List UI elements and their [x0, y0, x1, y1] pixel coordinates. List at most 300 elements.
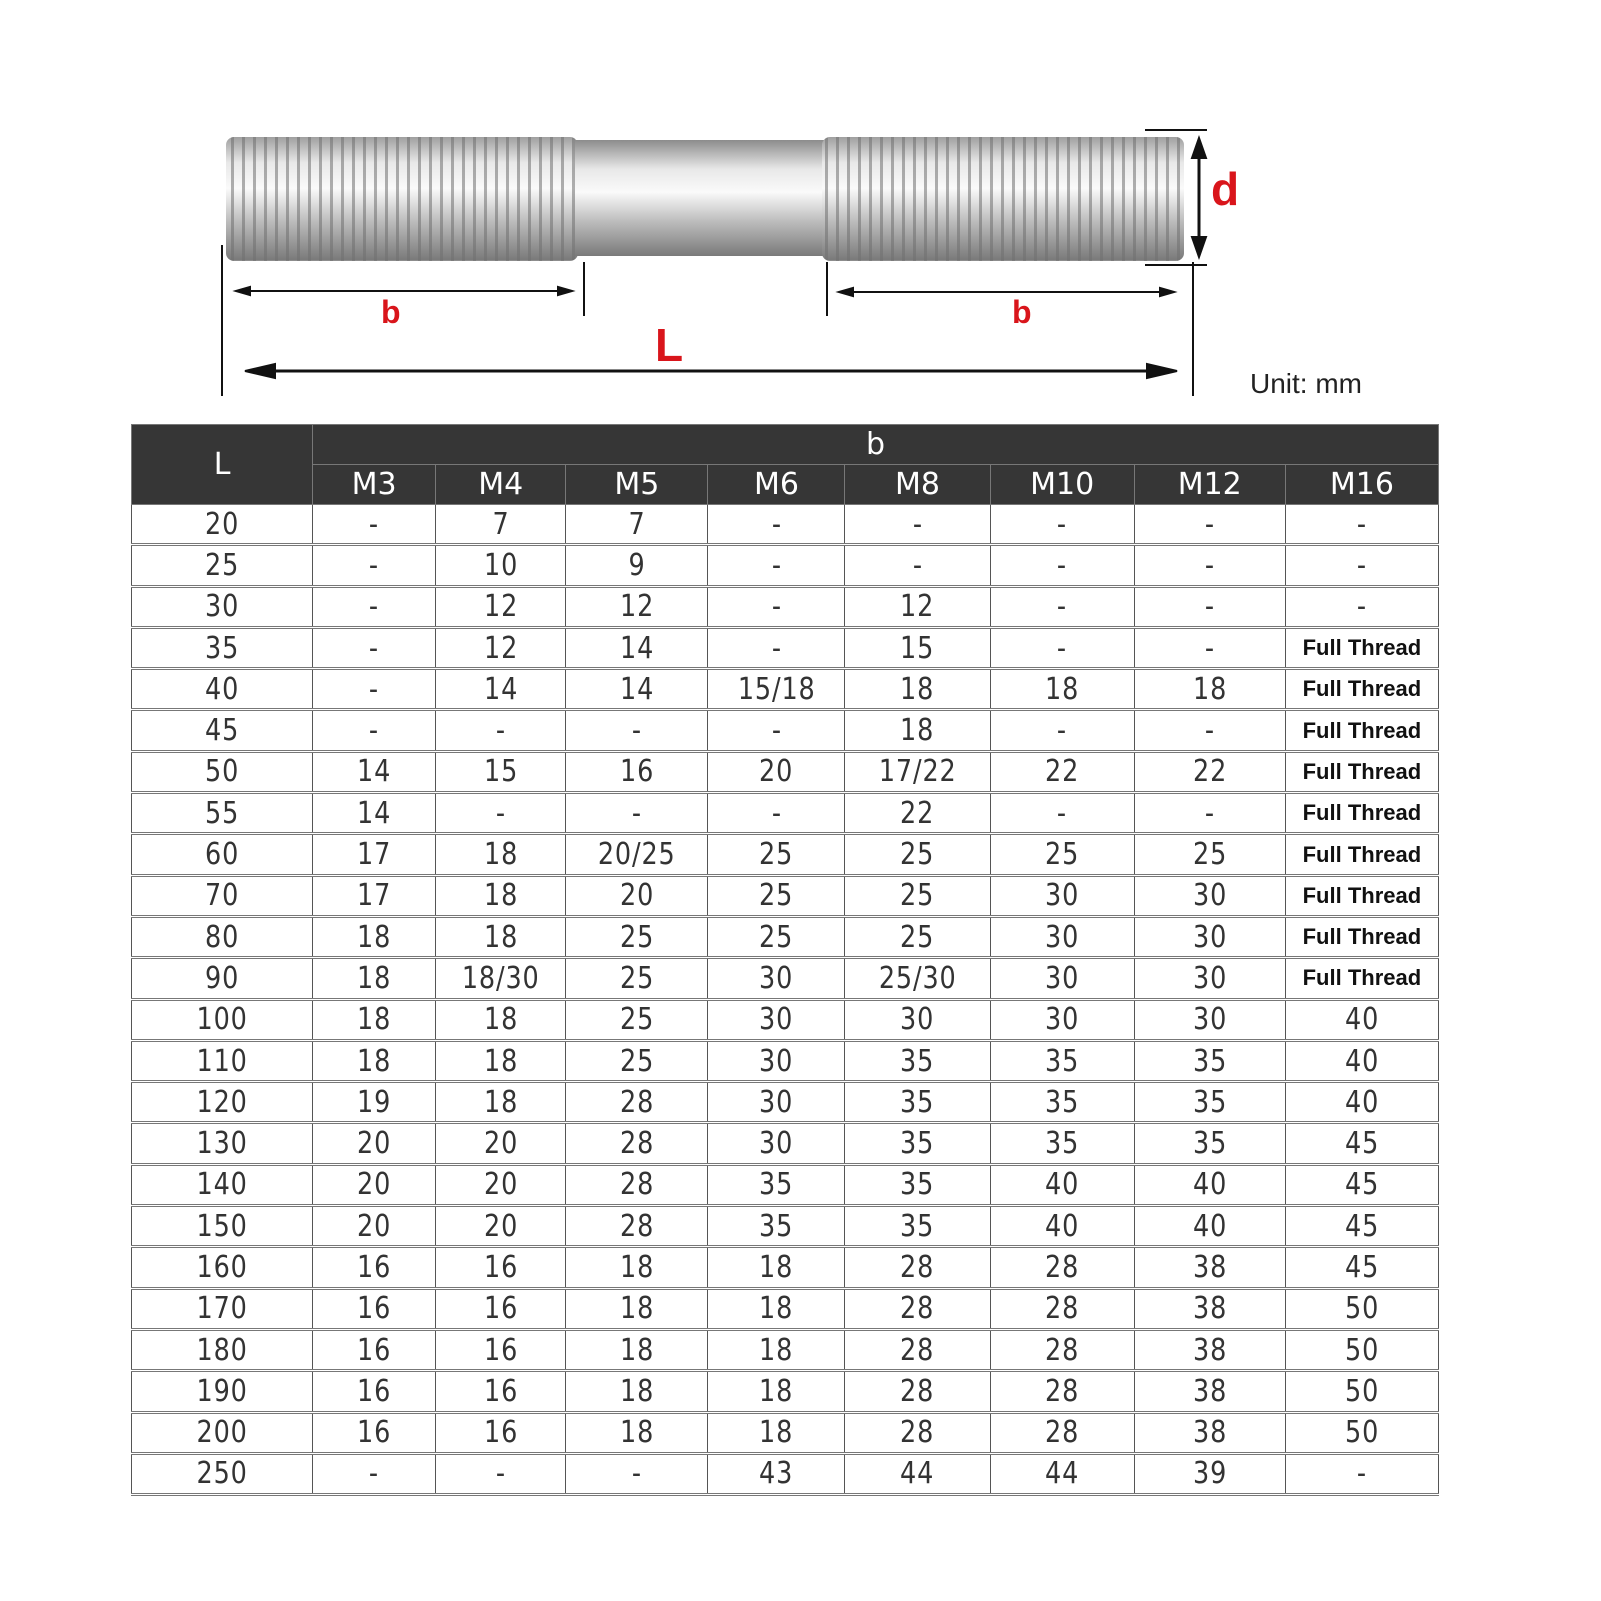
cell-value: 28 — [1045, 1373, 1080, 1409]
cell-value: 18/30 — [461, 960, 540, 996]
thread-length-cell — [566, 1247, 708, 1288]
thread-length-cell — [1285, 1288, 1438, 1329]
thread-length-cell — [990, 1329, 1134, 1370]
d-label: d — [1211, 163, 1240, 215]
cell-value: - — [369, 589, 380, 625]
thread-length-cell — [708, 586, 845, 627]
thread-length-cell: Full Thread — [1285, 669, 1438, 710]
length-cell — [132, 586, 313, 627]
cell-value: 30 — [900, 1002, 935, 1038]
thread-length-cell — [313, 875, 436, 916]
table-row — [132, 1082, 1439, 1123]
table-row — [132, 793, 1439, 834]
thread-length-cell — [436, 1164, 566, 1205]
cell-value: 45 — [204, 713, 240, 749]
cell-value: 35 — [900, 1208, 935, 1244]
cell-value: 35 — [900, 1043, 935, 1079]
cell-value: 20 — [483, 1167, 518, 1203]
cell-value: - — [1057, 630, 1068, 666]
cell-value: 45 — [1344, 1126, 1379, 1162]
thread-length-cell — [845, 669, 990, 710]
thread-length-cell — [990, 1453, 1134, 1494]
cell-value: 70 — [204, 878, 240, 914]
cell-value: 35 — [1192, 1126, 1227, 1162]
thread-length-cell — [566, 1288, 708, 1329]
thread-length-cell — [313, 1247, 436, 1288]
cell-value: 130 — [196, 1126, 248, 1162]
cell-value: - — [631, 1456, 642, 1492]
thread-length-cell — [313, 669, 436, 710]
cell-value: 180 — [196, 1332, 248, 1368]
thread-length-cell — [1134, 793, 1285, 834]
cell-value: - — [1057, 547, 1068, 583]
thread-length-cell — [436, 1412, 566, 1453]
cell-value: 25 — [619, 1043, 654, 1079]
thread-length-cell — [990, 1206, 1134, 1247]
length-cell — [132, 1164, 313, 1205]
cell-value: - — [1356, 589, 1367, 625]
L-label: L — [655, 319, 684, 371]
thread-length-cell: Full Thread — [1285, 793, 1438, 834]
cell-value: 17/22 — [878, 754, 957, 790]
cell-value: 18 — [900, 713, 935, 749]
thread-length-cell — [708, 916, 845, 957]
cell-value: 25 — [1045, 837, 1080, 873]
cell-value: 16 — [619, 754, 654, 790]
thread-length-cell — [313, 627, 436, 668]
size-header-m6: M6 — [708, 465, 845, 505]
thread-length-cell — [708, 1371, 845, 1412]
table-row — [132, 1288, 1439, 1329]
thread-length-cell — [990, 1123, 1134, 1164]
thread-length-cell — [708, 505, 845, 545]
cell-value: 25 — [759, 837, 794, 873]
cell-value: 35 — [759, 1208, 794, 1244]
cell-value: 22 — [1045, 754, 1080, 790]
shank — [575, 140, 825, 256]
thread-length-cell — [436, 1371, 566, 1412]
cell-value: - — [1204, 506, 1215, 542]
length-cell — [132, 1453, 313, 1494]
thread-length-cell — [566, 875, 708, 916]
cell-value: - — [369, 547, 380, 583]
size-header-m10: M10 — [990, 465, 1134, 505]
thread-length-cell — [990, 793, 1134, 834]
cell-value: 170 — [196, 1291, 248, 1327]
thread-length-cell — [845, 834, 990, 875]
thread-length-cell — [845, 999, 990, 1040]
thread-length-cell — [1285, 1164, 1438, 1205]
length-cell — [132, 1412, 313, 1453]
cell-value: 38 — [1192, 1415, 1227, 1451]
cell-value: - — [369, 630, 380, 666]
cell-value: - — [1057, 589, 1068, 625]
cell-value: 20 — [357, 1208, 392, 1244]
thread-length-cell — [708, 1082, 845, 1123]
stud-bolt-drawing — [0, 0, 1601, 420]
cell-value: 90 — [204, 960, 240, 996]
thread-length-cell — [1285, 1082, 1438, 1123]
length-cell — [132, 627, 313, 668]
cell-value: 40 — [1344, 1002, 1379, 1038]
thread-length-cell — [990, 505, 1134, 545]
thread-length-cell — [1285, 1329, 1438, 1370]
cell-value: 14 — [483, 671, 518, 707]
thread-length-cell — [708, 793, 845, 834]
thread-length-cell — [708, 710, 845, 751]
cell-value: 30 — [759, 1126, 794, 1162]
length-cell — [132, 751, 313, 792]
cell-value: 16 — [357, 1291, 392, 1327]
cell-value: 18 — [357, 960, 392, 996]
thread-length-cell — [566, 669, 708, 710]
thread-length-cell — [1134, 505, 1285, 545]
size-header-m8: M8 — [845, 465, 990, 505]
thread-length-cell — [436, 793, 566, 834]
thread-length-cell — [990, 586, 1134, 627]
cell-value: 16 — [483, 1249, 518, 1285]
table-row — [132, 1206, 1439, 1247]
thread-length-cell — [436, 1040, 566, 1081]
thread-length-cell — [313, 710, 436, 751]
thread-length-cell — [1134, 710, 1285, 751]
thread-length-cell — [566, 710, 708, 751]
thread-length-cell — [1134, 1371, 1285, 1412]
table-row — [132, 1040, 1439, 1081]
cell-value: 35 — [900, 1084, 935, 1120]
cell-value: 30 — [1192, 960, 1227, 996]
cell-value: 16 — [483, 1291, 518, 1327]
thread-length-cell — [1134, 1247, 1285, 1288]
thread-length-cell — [436, 916, 566, 957]
table-row — [132, 505, 1439, 545]
cell-value: 20/25 — [597, 837, 676, 873]
cell-value: 30 — [759, 1043, 794, 1079]
cell-value: 22 — [900, 795, 935, 831]
cell-value: 28 — [900, 1249, 935, 1285]
thread-length-cell — [313, 1453, 436, 1494]
thread-length-cell — [566, 1371, 708, 1412]
cell-value: 45 — [1344, 1249, 1379, 1285]
thread-length-cell — [708, 958, 845, 999]
cell-value: 14 — [357, 754, 392, 790]
thread-length-cell — [845, 1082, 990, 1123]
cell-value: 50 — [1344, 1332, 1379, 1368]
table-row — [132, 586, 1439, 627]
length-cell — [132, 793, 313, 834]
cell-value: - — [771, 547, 782, 583]
thread-length-cell — [990, 1164, 1134, 1205]
cell-value: - — [771, 795, 782, 831]
thread-length-cell — [1134, 916, 1285, 957]
thread-length-cell — [845, 505, 990, 545]
cell-value: 19 — [357, 1084, 392, 1120]
cell-value: - — [771, 713, 782, 749]
thread-length-cell — [313, 1371, 436, 1412]
cell-value: 40 — [1045, 1208, 1080, 1244]
cell-value: - — [1204, 713, 1215, 749]
cell-value: 28 — [900, 1373, 935, 1409]
cell-value: 25 — [1192, 837, 1227, 873]
thread-length-cell — [990, 834, 1134, 875]
thread-length-cell: Full Thread — [1285, 751, 1438, 792]
thread-length-cell — [566, 627, 708, 668]
cell-value: 35 — [1192, 1084, 1227, 1120]
cell-value: 50 — [1344, 1373, 1379, 1409]
thread-length-cell — [845, 1453, 990, 1494]
cell-value: 40 — [204, 671, 240, 707]
cell-value: - — [771, 589, 782, 625]
thread-length-cell — [1134, 1082, 1285, 1123]
cell-value: 25 — [204, 547, 240, 583]
cell-value: 18 — [759, 1415, 794, 1451]
cell-value: 30 — [1192, 919, 1227, 955]
cell-value: 16 — [357, 1373, 392, 1409]
thread-length-cell — [708, 1453, 845, 1494]
thread-length-cell — [1134, 1206, 1285, 1247]
cell-value: 18 — [759, 1373, 794, 1409]
cell-value: 50 — [204, 754, 240, 790]
length-cell — [132, 1288, 313, 1329]
cell-value: 35 — [900, 1126, 935, 1162]
cell-value: 140 — [196, 1167, 248, 1203]
cell-value: 18 — [619, 1373, 654, 1409]
length-cell — [132, 669, 313, 710]
cell-value: 18 — [900, 671, 935, 707]
thread-length-cell — [436, 710, 566, 751]
thread-length-cell — [313, 1288, 436, 1329]
thread-length-cell — [1134, 1164, 1285, 1205]
cell-value: 30 — [204, 589, 240, 625]
cell-value: - — [771, 506, 782, 542]
thread-length-cell — [990, 1040, 1134, 1081]
cell-value: 17 — [357, 878, 392, 914]
cell-value: 35 — [1045, 1084, 1080, 1120]
cell-value: 7 — [492, 506, 510, 542]
cell-value: 40 — [1344, 1084, 1379, 1120]
cell-value: 12 — [483, 630, 518, 666]
thread-right — [822, 137, 1184, 261]
thread-length-cell — [1285, 1040, 1438, 1081]
cell-value: 35 — [1192, 1043, 1227, 1079]
thread-length-cell — [845, 1164, 990, 1205]
b-left-label: b — [381, 294, 401, 330]
cell-value: 30 — [1192, 878, 1227, 914]
cell-value: 30 — [759, 1002, 794, 1038]
size-header-m3: M3 — [313, 465, 436, 505]
table-row — [132, 834, 1439, 875]
thread-length-cell — [1134, 1329, 1285, 1370]
thread-length-cell — [990, 958, 1134, 999]
thread-length-cell — [436, 1123, 566, 1164]
table-row — [132, 710, 1439, 751]
thread-length-cell — [566, 1040, 708, 1081]
thread-length-cell — [313, 958, 436, 999]
cell-value: 30 — [1045, 919, 1080, 955]
cell-value: 25 — [900, 878, 935, 914]
cell-value: 18 — [619, 1291, 654, 1327]
cell-value: 22 — [1192, 754, 1227, 790]
thread-length-cell — [436, 1247, 566, 1288]
cell-value: 25 — [759, 919, 794, 955]
thread-length-cell — [1134, 1040, 1285, 1081]
cell-value: 30 — [759, 1084, 794, 1120]
thread-length-cell — [990, 1247, 1134, 1288]
cell-value: 18 — [619, 1249, 654, 1285]
thread-length-cell — [1134, 834, 1285, 875]
cell-value: - — [1057, 713, 1068, 749]
table-row — [132, 958, 1439, 999]
length-cell — [132, 1206, 313, 1247]
thread-length-cell — [313, 1164, 436, 1205]
cell-value: 16 — [483, 1373, 518, 1409]
cell-value: 60 — [204, 837, 240, 873]
thread-length-cell — [1285, 1371, 1438, 1412]
length-cell — [132, 545, 313, 586]
table-row — [132, 999, 1439, 1040]
table-row — [132, 875, 1439, 916]
thread-length-cell — [990, 669, 1134, 710]
thread-length-cell — [845, 710, 990, 751]
length-cell — [132, 958, 313, 999]
thread-length-cell — [436, 1288, 566, 1329]
thread-length-cell — [708, 751, 845, 792]
stud-bolt-diagram — [0, 0, 1601, 420]
cell-value: 16 — [483, 1332, 518, 1368]
cell-value: 15 — [900, 630, 935, 666]
thread-length-cell — [1134, 586, 1285, 627]
thread-length-cell — [990, 710, 1134, 751]
thread-length-cell — [1134, 627, 1285, 668]
cell-value: 20 — [204, 506, 240, 542]
cell-value: 28 — [619, 1084, 654, 1120]
thread-length-cell — [1134, 1412, 1285, 1453]
length-cell — [132, 1247, 313, 1288]
cell-value: - — [1057, 506, 1068, 542]
thread-length-cell — [1134, 1453, 1285, 1494]
thread-length-cell — [1134, 1123, 1285, 1164]
thread-length-cell — [566, 1453, 708, 1494]
cell-value: 25/30 — [878, 960, 957, 996]
length-cell — [132, 1040, 313, 1081]
thread-length-cell — [990, 545, 1134, 586]
thread-length-cell — [1285, 1453, 1438, 1494]
thread-length-cell — [436, 958, 566, 999]
cell-value: 18 — [483, 1084, 518, 1120]
thread-length-cell — [566, 834, 708, 875]
cell-value: - — [1204, 630, 1215, 666]
thread-length-cell — [313, 916, 436, 957]
thread-length-cell — [313, 793, 436, 834]
thread-length-cell — [436, 1329, 566, 1370]
cell-value: 28 — [1045, 1249, 1080, 1285]
cell-value: 110 — [196, 1043, 248, 1079]
thread-length-cell — [1285, 586, 1438, 627]
thread-length-cell — [708, 875, 845, 916]
cell-value: 35 — [900, 1167, 935, 1203]
thread-length-cell — [845, 586, 990, 627]
cell-value: 25 — [900, 837, 935, 873]
thread-length-header: b — [313, 425, 1439, 465]
cell-value: 20 — [357, 1126, 392, 1162]
cell-value: - — [495, 1456, 506, 1492]
cell-value: 40 — [1344, 1043, 1379, 1079]
cell-value: - — [369, 671, 380, 707]
cell-value: 18 — [1045, 671, 1080, 707]
thread-length-cell — [566, 1329, 708, 1370]
cell-value: 20 — [619, 878, 654, 914]
cell-value: 28 — [1045, 1291, 1080, 1327]
thread-length-cell — [708, 999, 845, 1040]
cell-value: 30 — [1045, 878, 1080, 914]
thread-length-cell — [313, 834, 436, 875]
cell-value: 28 — [619, 1208, 654, 1244]
length-cell — [132, 1123, 313, 1164]
thread-length-cell — [990, 875, 1134, 916]
length-cell — [132, 1371, 313, 1412]
thread-length-cell — [313, 1412, 436, 1453]
thread-length-cell — [845, 1123, 990, 1164]
thread-length-cell — [436, 627, 566, 668]
thread-length-cell — [566, 1412, 708, 1453]
cell-value: 16 — [483, 1415, 518, 1451]
cell-value: 18 — [357, 919, 392, 955]
cell-value: 35 — [204, 630, 240, 666]
cell-value: 18 — [483, 1002, 518, 1038]
size-header-m12: M12 — [1134, 465, 1285, 505]
thread-length-cell — [436, 834, 566, 875]
thread-length-cell — [1285, 999, 1438, 1040]
thread-length-cell — [566, 916, 708, 957]
length-cell — [132, 1082, 313, 1123]
cell-value: 9 — [628, 547, 646, 583]
thread-length-cell — [566, 1082, 708, 1123]
cell-value: 18 — [483, 837, 518, 873]
cell-value: - — [1204, 795, 1215, 831]
thread-length-cell: Full Thread — [1285, 916, 1438, 957]
thread-length-cell — [845, 793, 990, 834]
cell-value: 35 — [1045, 1126, 1080, 1162]
cell-value: 28 — [900, 1415, 935, 1451]
thread-length-cell — [566, 793, 708, 834]
thread-length-cell — [708, 1164, 845, 1205]
cell-value: 18 — [619, 1332, 654, 1368]
cell-value: - — [631, 795, 642, 831]
cell-value: 55 — [204, 795, 240, 831]
cell-value: 80 — [204, 919, 240, 955]
thread-length-cell — [708, 669, 845, 710]
thread-length-cell — [436, 545, 566, 586]
thread-length-cell — [566, 586, 708, 627]
thread-length-cell — [1134, 958, 1285, 999]
thread-length-cell — [1285, 1123, 1438, 1164]
thread-length-cell — [436, 1082, 566, 1123]
thread-length-cell — [1285, 1412, 1438, 1453]
thread-length-cell — [1134, 751, 1285, 792]
table-row — [132, 1453, 1439, 1494]
table-row — [132, 1371, 1439, 1412]
cell-value: 16 — [357, 1249, 392, 1285]
thread-length-cell — [845, 916, 990, 957]
cell-value: 38 — [1192, 1291, 1227, 1327]
thread-length-cell — [990, 916, 1134, 957]
thread-length-cell — [566, 1206, 708, 1247]
cell-value: 18 — [357, 1043, 392, 1079]
thread-length-cell — [1134, 1288, 1285, 1329]
table-row — [132, 916, 1439, 957]
cell-value: 28 — [1045, 1332, 1080, 1368]
thread-length-cell — [436, 505, 566, 545]
